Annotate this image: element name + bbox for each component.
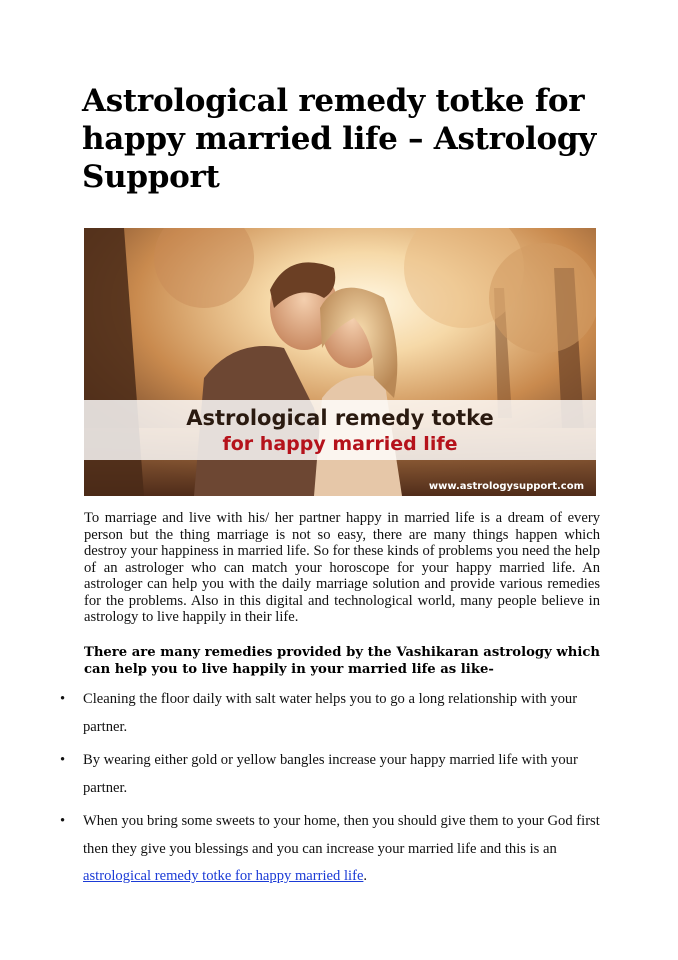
hero-watermark: www.astrologysupport.com bbox=[428, 481, 584, 492]
list-item-text: By wearing either gold or yellow bangles increase your happy married life with your partner. bbox=[83, 752, 578, 796]
list-item bbox=[60, 747, 605, 802]
hero-photo bbox=[84, 228, 596, 496]
hero-image bbox=[84, 228, 596, 496]
hero-banner-line1: Astrological remedy totke bbox=[186, 406, 494, 430]
bullet-icon: • bbox=[60, 691, 66, 707]
list-item-suffix: . bbox=[363, 868, 368, 884]
page-title: Astrological remedy totke for happy married life – Astrology Support bbox=[82, 83, 596, 195]
bullet-icon: • bbox=[60, 752, 66, 768]
bullet-icon: • bbox=[60, 813, 66, 829]
list-item-text: When you bring some sweets to your home, then you should give them to your God first then they give you blessings and you can increase your married life and this is an bbox=[83, 813, 600, 857]
intro-paragraph: To marriage and live with his/ her partner happy in married life is a dream of every person but the thing marriage is not so easy, there are many things happen which destroy your happiness in married life. So for these kinds of problems you need the help of an astrologer who can match your horoscope for your happy married life. An astrologer can help you with the daily marriage solution and provide various remedies for the problems. Also in this digital and technological world, many people believe in astrology to live happily in their life. bbox=[84, 510, 600, 625]
list-item bbox=[60, 808, 605, 891]
list-item bbox=[60, 686, 605, 741]
remedy-link[interactable]: astrological remedy totke for happy married life bbox=[83, 868, 364, 884]
lead-paragraph: There are many remedies provided by the Vashikaran astrology which can help you to live happily in your married life as like- bbox=[84, 645, 600, 677]
remedies-list bbox=[60, 686, 605, 897]
hero-banner-line2: for happy married life bbox=[222, 433, 458, 455]
list-item-text: Cleaning the floor daily with salt water helps you to go a long relationship with your partner. bbox=[83, 691, 578, 735]
